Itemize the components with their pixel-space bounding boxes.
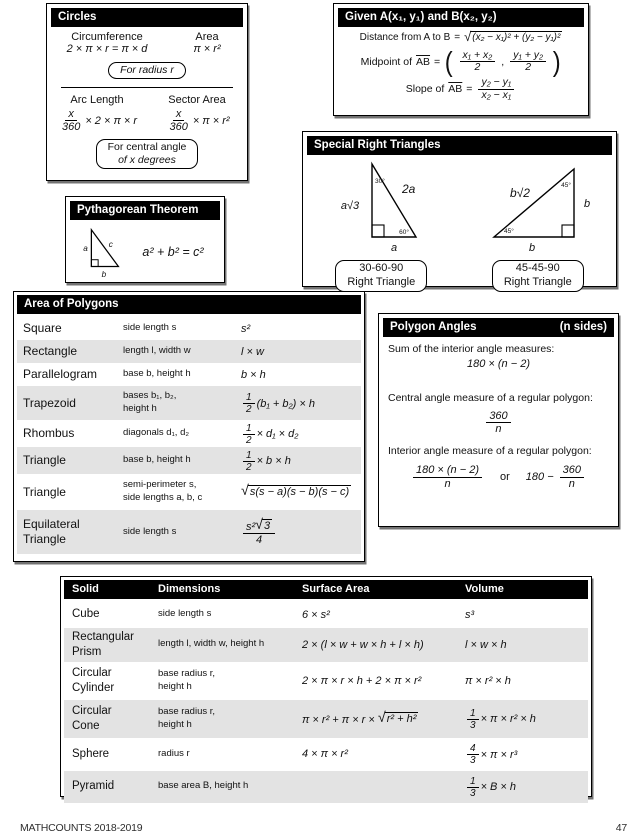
angle-label: 45°: [560, 182, 571, 190]
circumference-formula: 2 × π × r = π × d: [66, 43, 148, 56]
triangle-45-45-90-pill: 45-45-90 Right Triangle: [492, 260, 584, 292]
distance-label: Distance from A to B: [359, 32, 451, 44]
slope-label: Slope of: [405, 83, 445, 96]
triangle-30-60-90-block: [303, 159, 460, 292]
triangle-outline: [91, 230, 118, 267]
triangle-30-60-90-pill: 30-60-90 Right Triangle: [335, 260, 427, 292]
base-label: a: [391, 242, 398, 255]
coordinates-title: Given A(x₁, y₁) and B(x₂, y₂): [338, 8, 584, 27]
arc-length-label: Arc Length: [70, 94, 124, 107]
table-row: Rectangular Prism length l, width w, height h 2 × (l × w + w × h + l × h) l × w × h: [64, 628, 588, 662]
table-row: Rectangle length l, width w l × w: [17, 340, 361, 363]
column-header: Dimensions: [158, 583, 221, 595]
circles-box: [46, 3, 248, 181]
central-angle-formula: $\frac{360}{n}$: [388, 410, 609, 435]
circumference-label: Circumference: [71, 31, 143, 44]
left-paren: (: [444, 46, 453, 78]
table-row: Triangle base b, height h $\frac{1}{2}$ × b × h: [17, 447, 361, 474]
area-of-polygons-title: Area of Polygons: [17, 295, 361, 314]
side-label: a√3: [341, 200, 360, 213]
n-sides-note: (n sides): [559, 321, 607, 333]
polygon-angles-title-bar: [383, 318, 614, 337]
hypotenuse-label: b√2: [509, 186, 530, 201]
circumference-block: [47, 31, 167, 55]
sector-area-label: Sector Area: [168, 94, 226, 107]
sum-interior-label: Sum of the interior angle measures:: [388, 343, 555, 356]
segment-ab: $\overline{AB}$: [416, 55, 431, 68]
right-paren: ): [552, 46, 561, 78]
table-row: Rhombus diagonals d₁, d₂ $\frac{1}{2}$ × d₁ × d₂: [23, 422, 299, 446]
circles-title: Circles: [51, 8, 243, 27]
table-row: Trapezoid bases b₁, b₂, height h $\frac{1}{2}$ (b₁ + b₂) × h: [17, 386, 361, 420]
hypotenuse-label: 2a: [402, 182, 416, 197]
table-row: Equilateral Triangle side length s s² √ 3 4: [17, 510, 361, 554]
distance-radical: √ (x₂ − x₁)² + (y₂ − y₁)²: [464, 29, 561, 45]
solids-header-row: [64, 580, 588, 599]
column-header: Solid: [72, 583, 99, 595]
angle-label: 60°: [399, 229, 410, 237]
table-row: Pyramid base area B, height h $\frac{1}{3}$ × B × h: [64, 771, 588, 803]
triangle-30-60-90-diagram: [320, 159, 442, 255]
central-angle-label: Central angle measure of a regular polygon:: [388, 392, 593, 405]
pythagorean-box: [65, 196, 225, 283]
equals-sign: =: [454, 32, 461, 44]
segment-ab: $\overline{AB}$: [448, 83, 463, 96]
column-header: Volume: [465, 583, 504, 595]
solids-table: [60, 576, 592, 797]
right-angle-marker: [91, 260, 98, 267]
angle-label: 30°: [375, 178, 386, 186]
midpoint-formula-row: Midpoint of $\overline{AB}$ = ( $\frac{\text{x₁ + x₂}}{2}$ , $\frac{\text{y₁ + y₂}}{2}$ ): [360, 46, 561, 78]
pythagorean-content: [66, 224, 224, 280]
pythagorean-formula: a² + b² = c²: [142, 245, 204, 260]
circles-bottom-formulas: [47, 108, 247, 133]
sum-interior-formula: 180 × (n − 2): [467, 358, 530, 371]
or-text: or: [500, 471, 510, 483]
equals-sign: =: [466, 83, 473, 96]
circles-top-row: [47, 31, 247, 55]
circles-bottom-labels: [47, 94, 247, 106]
table-row: Circular Cylinder base radius r, height h 2 × π × r × h + 2 × π × r² π × r² × h: [72, 666, 511, 694]
side-label: b: [583, 198, 590, 211]
column-header: Surface Area: [302, 583, 370, 595]
table-row: Sphere radius r 4 × π × r² $\frac{4}{3}$ × π × r³: [72, 743, 518, 767]
area-of-polygons-table: [13, 291, 365, 562]
arc-length-formula: $\frac{x}{360}$ × 2 × π × r: [61, 108, 138, 134]
sector-area-formula: $\frac{x}{360}$ × π × r²: [169, 108, 230, 134]
circle-area-label: Area: [195, 31, 219, 44]
right-angle-marker: [562, 225, 574, 237]
slope-formula-row: Slope of $\overline{AB}$ = $\frac{\text{y₂ − y₁}}{\text{x₂ − x₁}}$: [334, 77, 588, 101]
polygon-angles-title: Polygon Angles: [390, 321, 477, 333]
base-label: b: [101, 270, 107, 280]
right-triangle-diagram: [74, 224, 130, 280]
circle-area-block: [167, 31, 247, 55]
table-row: Parallelogram base b, height h b × h: [23, 367, 266, 382]
hypotenuse-label: c: [108, 240, 113, 250]
table-row: Cube side length s 6 × s² s³: [72, 608, 475, 621]
triangle-outline: [372, 164, 416, 237]
alt-formula-pre: 180 −: [525, 471, 554, 483]
midpoint-label: Midpoint of: [360, 55, 413, 68]
triangle-45-45-90-diagram: [472, 159, 604, 255]
equals-sign: =: [434, 55, 441, 68]
radius-note-pill: For radius r: [108, 62, 186, 79]
table-row: Circular Cone base radius r, height h π × r² + π × r × √ r² + h² $\frac{1}{3}$ × π × r² × h: [64, 700, 588, 738]
central-angle-note-pill: For central angle of x degrees: [96, 139, 199, 169]
footer-left: MATHCOUNTS 2018-2019: [20, 822, 143, 834]
special-right-triangles-title: Special Right Triangles: [307, 136, 612, 155]
base-label: b: [528, 242, 535, 255]
triangle-45-45-90-block: [460, 159, 617, 292]
circle-area-formula: π × r²: [193, 43, 221, 56]
right-angle-marker: [372, 225, 384, 237]
table-row: Triangle semi-perimeter s, side lengths a, b, c √ s(s − a)(s − b)(s − c): [23, 479, 350, 504]
side-label: a: [83, 244, 88, 254]
interior-angle-label: Interior angle measure of a regular polygon:: [388, 445, 592, 458]
pythagorean-title: Pythagorean Theorem: [70, 201, 220, 220]
circles-divider: [61, 87, 233, 88]
comma: ,: [501, 55, 505, 68]
distance-formula-row: [334, 31, 588, 44]
polygon-angles-box: [378, 313, 619, 527]
page-number: 47: [615, 822, 627, 834]
angle-label: 45°: [503, 228, 514, 236]
interior-angle-formula: $\frac{180 \times (n - 2)}{n}$ or 180 − $\frac{360}{n}$: [388, 464, 609, 489]
table-row: Square side length s s²: [23, 321, 251, 336]
coordinates-box: [333, 3, 589, 116]
special-right-triangles-box: [302, 131, 617, 287]
